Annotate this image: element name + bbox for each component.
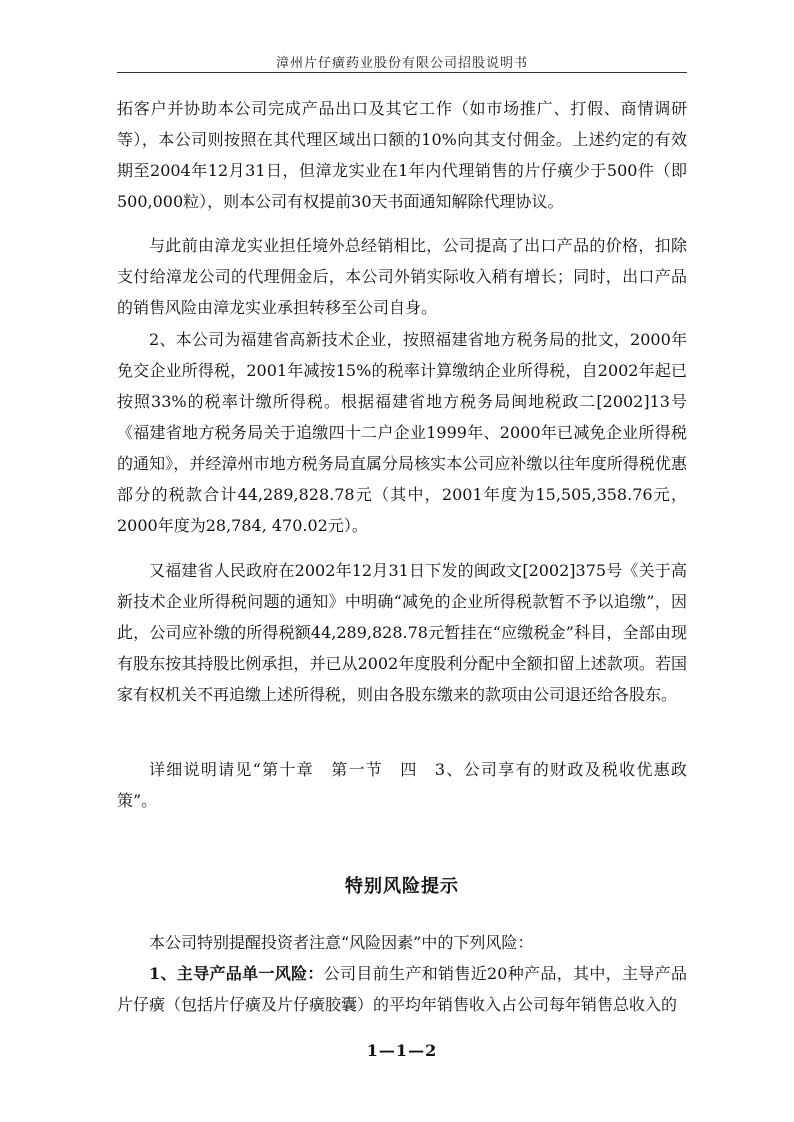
section-intro: 本公司特别提醒投资者注意“风险因素”中的下列风险： xyxy=(149,933,534,952)
section-title: 特别风险提示 xyxy=(345,876,459,897)
page-number: 1—1—2 xyxy=(366,1041,438,1060)
paragraph-reference: 详细说明请见“第十章 第一节 四 3、公司享有的财政及税收优惠政策”。 xyxy=(117,760,687,810)
paragraph-tax-notice: 又福建省人民政府在2002年12月31日下发的闽政文[2002]375号《关于高新技术企业所得税问题的通知》中明确“减免的企业所得税款暂不予以追缴”，因此，公司应补缴的所得税额44,289,828.78元暂挂在“应缴税金”科目，全部由现有股东按其持股比例承担，并已从2002年度股利分配中全额扣留上述款项。若国家有权机关不再追缴上述所得税，则由各股东缴来的款项由公司退还给各股东。 xyxy=(117,561,687,704)
risk-item-1-text: 公司目前生产和销售近20种产品，其中，主导产品片仔癀（包括片仔癀及片仔癀胶囊）的平均年销售收入占公司每年销售总收入的 xyxy=(117,964,687,1014)
paragraph-agency-commission: 拓客户并协助本公司完成产品出口及其它工作（如市场推广、打假、商情调研等），本公司则按照在其代理区域出口额的10%向其支付佣金。上述约定的有效期至2004年12月31日，但漳龙实业在1年内代理销售的片仔癀少于500件（即500,000粒），则本公司有权提前30天书面通知解除代理协议。 xyxy=(117,99,687,211)
running-header: 漳州片仔癀药业股份有限公司招股说明书 xyxy=(275,56,528,71)
paragraph-tax-policy: 2、本公司为福建省高新技术企业，按照福建省地方税务局的批文，2000年免交企业所得税，2001年减按15%的税率计算缴纳企业所得税，自2002年起已按照33%的税率计缴所得税。根据福建省地方税务局闽地税政二[2002]13号《福建省地方税务局关于追缴四十二户企业1999年、2000年已减免企业所得税的通知》，并经漳州市地方税务局直属分局核实本公司应补缴以往年度所得税优惠部分的税款合计44,289,828.78元（其中，2001年度为15,505,358.76元，2000年度为28,784, 470.02元）。 xyxy=(117,330,687,535)
header-divider xyxy=(117,72,687,73)
risk-item-1 xyxy=(117,958,687,1020)
risk-item-1-label: 1、主导产品单一风险： xyxy=(149,964,324,983)
paragraph-export-comparison: 与此前由漳龙实业担任境外总经销相比，公司提高了出口产品的价格，扣除支付给漳龙公司的代理佣金后，本公司外销实际收入稍有增长；同时，出口产品的销售风险由漳龙实业承担转移至公司自身。 xyxy=(117,236,687,317)
